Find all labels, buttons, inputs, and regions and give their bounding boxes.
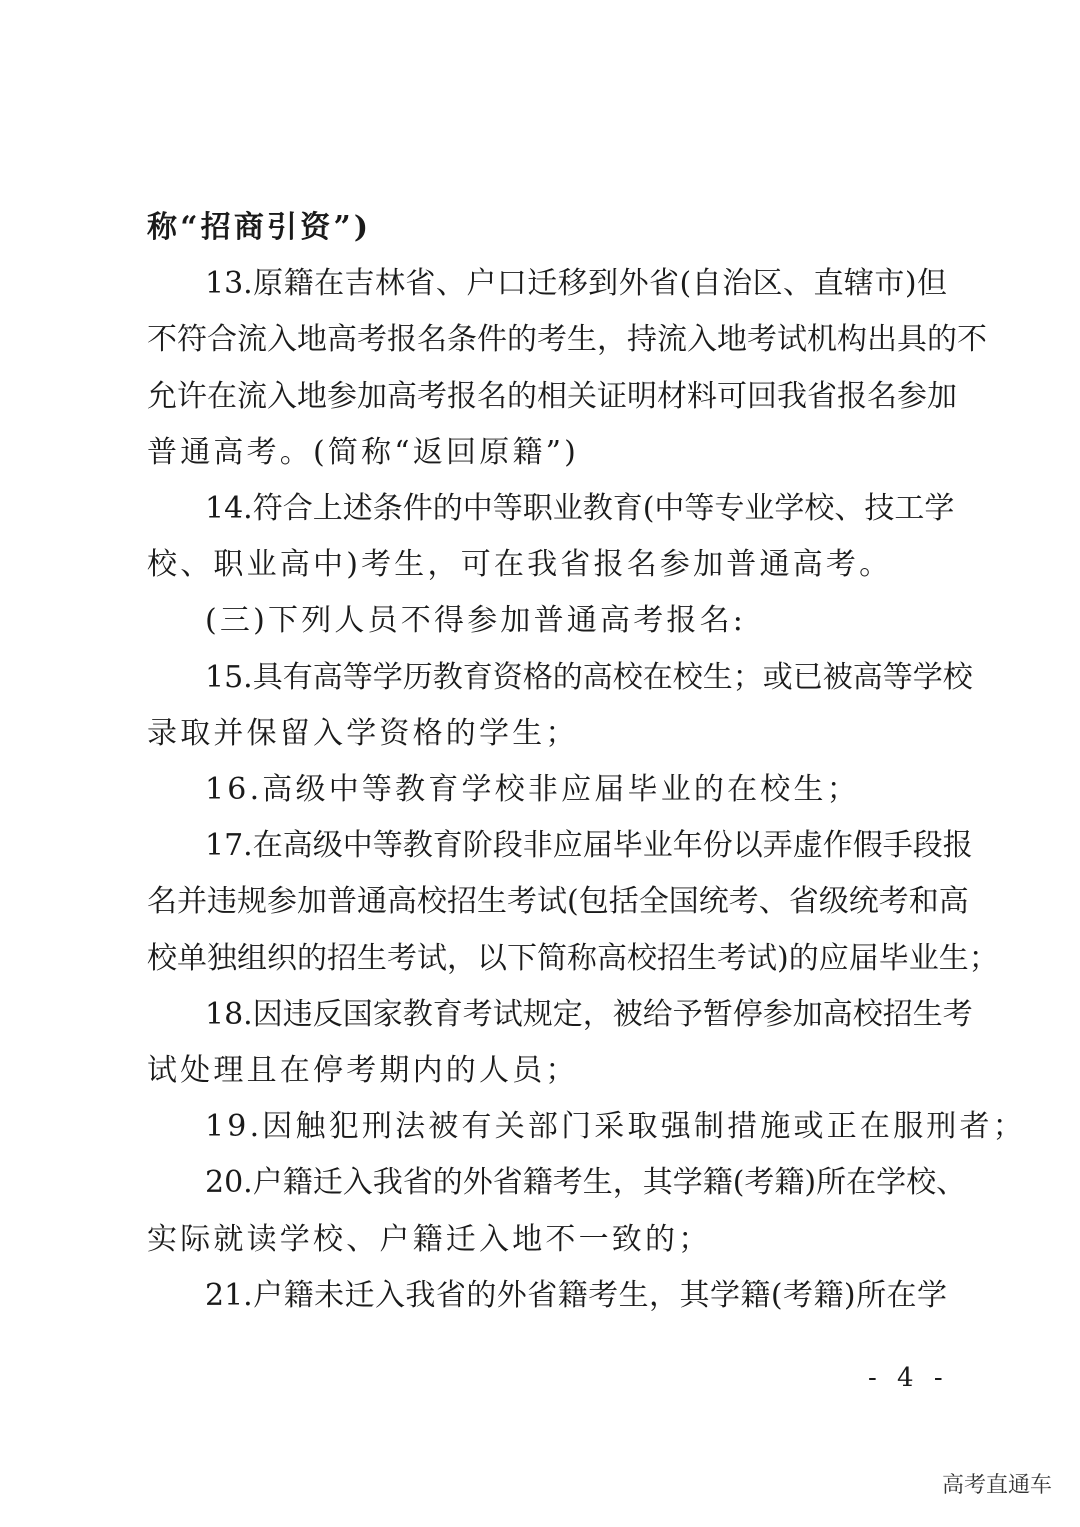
text-line: 不符合流入地高考报名条件的考生，持流入地考试机构出具的不 [147, 322, 987, 357]
text-line: (三)下列人员不得参加普通高考报名: [205, 603, 747, 638]
text-line: 校、职业高中)考生，可在我省报名参加普通高考。 [147, 547, 893, 582]
text-line: 允许在流入地参加高考报名的相关证明材料可回我省报名参加 [147, 379, 957, 414]
text-line: 校单独组织的招生考试，以下简称高校招生考试)的应届毕业生； [147, 941, 999, 976]
text-line: 16.高级中等教育学校非应届毕业的在校生； [205, 772, 860, 807]
text-line: 录取并保留入学资格的学生； [147, 716, 579, 751]
text-line: 名并违规参加普通高校招生考试(包括全国统考、省级统考和高 [147, 884, 969, 919]
watermark: 高考直通车 [941, 1473, 1052, 1498]
text-line: 19.因触犯刑法被有关部门采取强制措施或正在服刑者； [205, 1109, 1026, 1144]
text-line: 实际就读学校、户籍迁入地不一致的； [147, 1222, 712, 1257]
text-line: 称“招商引资”) [147, 210, 372, 245]
text-line: 21.户籍未迁入我省的外省籍考生，其学籍(考籍)所在学 [205, 1278, 947, 1313]
page-number: - 4 - [868, 1363, 949, 1393]
text-line: 17.在高级中等教育阶段非应届毕业年份以弄虚作假手段报 [205, 828, 973, 863]
text-line: 13.原籍在吉林省、户口迁移到外省(自治区、直辖市)但 [205, 266, 947, 301]
text-line: 试处理且在停考期内的人员； [147, 1053, 579, 1088]
text-line: 18.因违反国家教育考试规定，被给予暂停参加高校招生考 [205, 997, 973, 1032]
text-line: 普通高考。(简称“返回原籍”) [147, 435, 580, 470]
text-line: 20.户籍迁入我省的外省籍考生，其学籍(考籍)所在学校、 [205, 1165, 967, 1200]
text-line: 15.具有高等学历教育资格的高校在校生；或已被高等学校 [205, 660, 973, 695]
text-line: 14.符合上述条件的中等职业教育(中等专业学校、技工学 [205, 491, 955, 526]
